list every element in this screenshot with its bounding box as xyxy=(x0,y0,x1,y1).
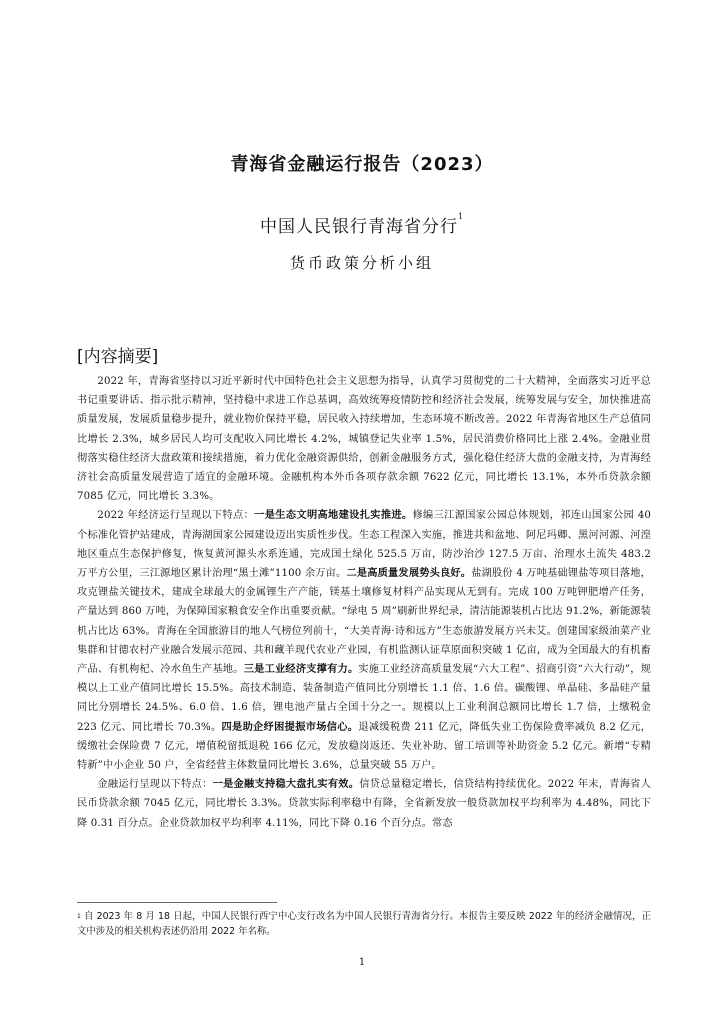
point-text-3: 实施工业经济高质量发展“六大工程”、招商引资“六大行动”，规模以上工业产值同比增长 15.5%。高技术制造、装备制造产值同比分别增长 1.1 倍、1.6 倍。碳酸锂、单晶硅、多晶硅产量同比分别增长 24.5%、6.0 倍、1.6 倍，锂电池产量占全国十分之一。规模以上工业利润总额同比增长 1.7 倍，上缴税金 223 亿元、同比增长 70.3%。 xyxy=(77,664,651,733)
paragraph-text: 2022 年，青海省坚持以习近平新时代中国特色社会主义思想为指导，认真学习贯彻党的二十大精神，全面落实习近平总书记重要讲话、指示批示精神，坚持稳中求进工作总基调，高效统筹疫情防控和经济社会发展，统筹发展与安全，加快推进高质量发展，发展质量稳步提升，就业物价保持平稳，居民收入持续增加，生态环境不断改善。2022 年青海省地区生产总值同比增长 2.3%，城乡居民人均可支配收入同比增长 4.2%，城镇登记失业率 1.5%，居民消费价格同比上涨 2.4%。金融业贯彻落实稳住经济大盘政策和接续措施，着力优化金融资源供给，创新金融服务方式，强化稳住经济大盘的金融支持，为青海经济社会高质量发展营造了适宜的金融环境。金融机构本外币各项存款余额 7622 亿元，同比增长 13.1%，本外币贷款余额 7085 亿元，同比增长 3.3%。 xyxy=(77,376,651,503)
summary-paragraph-2 xyxy=(77,506,651,775)
point-text-4: 退减缓税费 211 亿元，降低失业工伤保险费率减负 8.2 亿元，缓缴社会保险费 7 亿元，增值税留抵退税 166 亿元，发放稳岗返还、失业补助、留工培训等补助资金 5.2 亿元。新增“专精特新”中小企业 50 户，全省经营主体数量同比增长 3.6%，总量突破 55 万户。 xyxy=(77,721,652,772)
footnote-divider xyxy=(77,902,277,903)
point-text-2: 盐湖股份 4 万吨基础锂盐等项目落地，攻克锂盐关键技术，建成全球最大的金属锂生产产能，镁基土壤修复材料产品实现从无到有。完成 100 万吨钾肥增产任务，产量达到 860 万吨，为保障国家粮食安全作出重要贡献。“绿电 5 周”刷新世界纪录，清洁能源装机占比达 91.2%，新能源装机占比达 63%。青海在全国旅游目的地人气榜位列前十，“大美青海·诗和远方”生态旅游发展方兴未艾。创建国家级油菜产业集群和甘德农村产业融合发展示范园、共和藏羊现代农业产业园，有机监测认证草原面积突破 1 亿亩，成为全国最大的有机畜产品、有机枸杞、冷水鱼生产基地。 xyxy=(77,568,651,676)
bold-point-1: 一是金融支持稳大盘扎实有效。 xyxy=(212,779,360,791)
footnote xyxy=(77,909,651,939)
author-group: 货币政策分析小组 xyxy=(289,254,434,272)
footnote-text: 自 2023 年 8 月 18 日起，中国人民银行西宁中心支行改名为中国人民银行青海省分行。本报告主要反映 2022 年的经济金融情况，正文中涉及的相关机构表述仍沿用 2022 年名称。 xyxy=(77,911,651,937)
author-name: 中国人民银行青海省分行 xyxy=(259,217,458,237)
page-number: 1 xyxy=(358,957,366,968)
paragraph-lead: 金融运行呈现以下特点： xyxy=(97,779,213,791)
footnote-mark: 1 xyxy=(77,913,81,920)
summary-paragraph-1 xyxy=(77,372,651,506)
section-heading-summary: [内容摘要] xyxy=(77,347,159,367)
summary-body xyxy=(77,372,651,833)
bold-point-1: 一是生态文明高地建设扎实推进。 xyxy=(254,510,413,522)
summary-paragraph-3 xyxy=(77,775,651,833)
bold-point-3: 三是工业经济支撑有力。 xyxy=(243,664,359,676)
report-title: 青海省金融运行报告（2023） xyxy=(230,154,494,175)
point-text-1: 信贷总量稳定增长，信贷结构持续优化。2022 年末，青海省人民币贷款余额 7045 亿元，同比增长 3.3%。贷款实际利率稳中有降，全省新发放一般贷款加权平均利率为 4.48%，同比下降 0.31 百分点。企业贷款加权平均利率 4.11%，同比下降 0.16 个百分点。常态 xyxy=(77,779,651,829)
paragraph-lead: 2022 年经济运行呈现以下特点： xyxy=(97,510,255,522)
author-footnote-ref[interactable]: 1 xyxy=(457,212,465,221)
bold-point-2: 二是高质量发展势头良好。 xyxy=(346,568,472,580)
author-line xyxy=(0,212,724,237)
bold-point-4: 四是助企纾困提振市场信心。 xyxy=(221,721,359,733)
point-text-1: 修编三江源国家公园总体规划，祁连山国家公园 40 个标准化管护站建成，青海湖国家公园建设迈出实质性步伐。生态工程深入实施，推进共和盆地、阿尼玛卿、黑河河源、河湟地区重点生态保护修复，恢复黄河源头水系连通，完成国土绿化 525.5 万亩，防沙治沙 127.5 万亩、治理水土流失 483.2 万平方公里，三江源地区累计治理“黑土滩”1100 余万亩。 xyxy=(77,510,651,580)
